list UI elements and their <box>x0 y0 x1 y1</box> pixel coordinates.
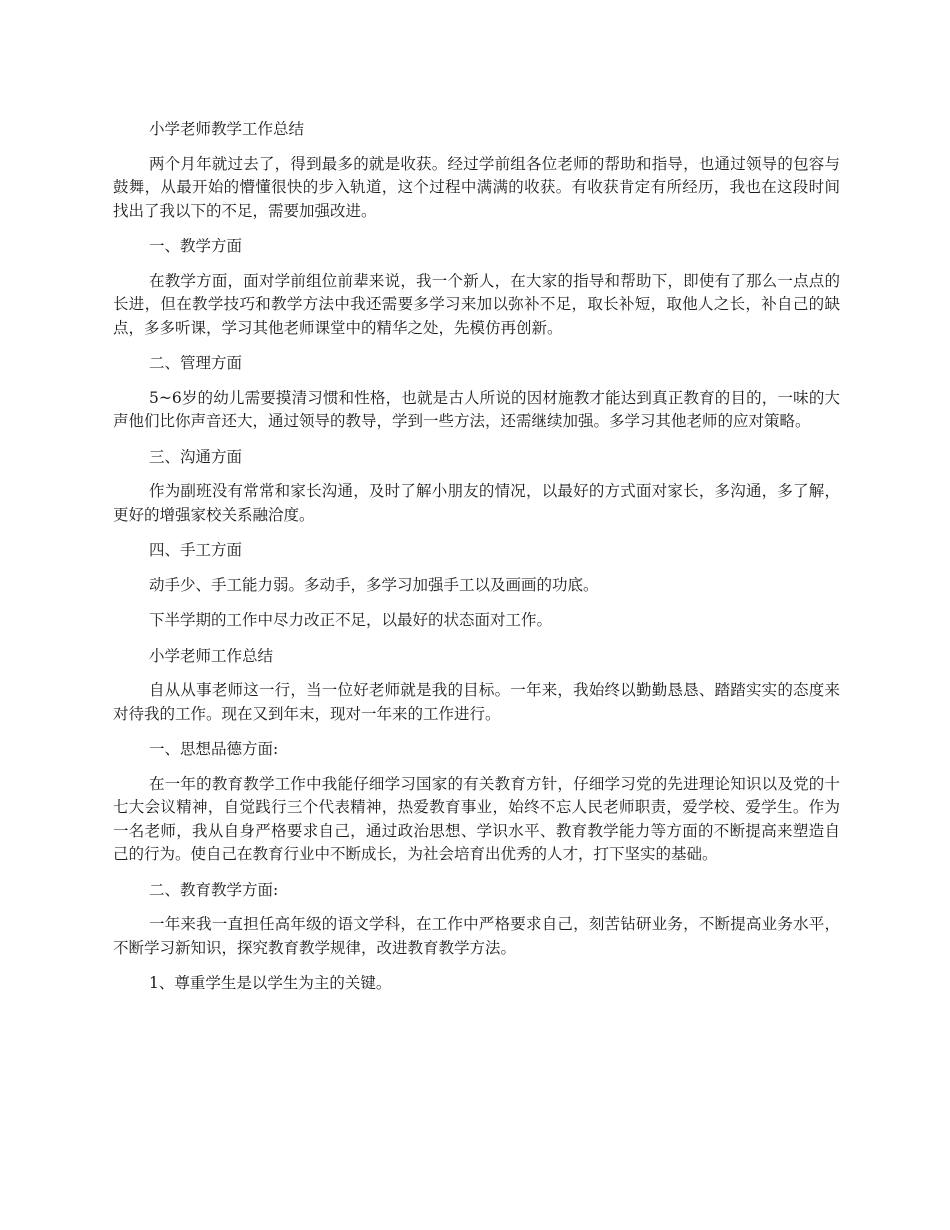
section-heading-handcraft: 四、手工方面 <box>149 541 243 559</box>
section-heading-teaching: 一、教学方面 <box>149 237 243 255</box>
ideology-paragraph: 在一年的教育教学工作中我能仔细学习国家的有关教育方针，仔细学习党的先进理论知识以及党的十七大会议精神，自觉践行三个代表精神，热爱教育事业，始终不忘人民老师职责，爱学校、爱学生。作为一名老师，我从自身严格要求自己，通过政治思想、学识水平、教育教学能力等方面的不断提高来塑造自己的行为。使自己在教育行业中不断成长，为社会培育出优秀的人才，打下坚实的基础。 <box>113 774 840 863</box>
closing-paragraph: 下半学期的工作中尽力改正不足，以最好的状态面对工作。 <box>149 611 553 629</box>
management-paragraph: 5~6岁的幼儿需要摸清习惯和性格，也就是古人所说的因材施教才能达到真正教育的目的，一味的大声他们比你声音还大，通过领导的教导，学到一些方法，还需继续加强。多学习其他老师的应对策略。 <box>113 388 840 430</box>
second-title: 小学老师工作总结 <box>149 646 274 665</box>
education-paragraph: 一年来我一直担任高年级的语文学科，在工作中严格要求自己，刻苦钻研业务，不断提高业务水平，不断学习新知识，探究教育教学规律，改进教育教学方法。 <box>113 915 840 957</box>
second-intro-paragraph: 自从从事老师这一行，当一位好老师就是我的目标。一年来，我始终以勤勤恳恳、踏踏实实的态度来对待我的工作。现在又到年末，现对一年来的工作进行。 <box>113 681 840 723</box>
section-heading-education: 二、教育教学方面: <box>149 880 279 899</box>
section-heading-communication: 三、沟通方面 <box>149 447 243 466</box>
handcraft-paragraph: 动手少、手工能力弱。多动手，多学习加强手工以及画画的功底。 <box>149 575 599 594</box>
document-page <box>113 118 840 1008</box>
document-title: 小学老师教学工作总结 <box>149 120 305 138</box>
teaching-paragraph: 在教学方面，面对学前组位前辈来说，我一个新人，在大家的指导和帮助下，即使有了那么一点点的长进，但在教学技巧和教学方法中我还需要多学习来加以弥补不足，取长补短，取他人之长，补自己的缺点，多多听课，学习其他老师课堂中的精华之处，先模仿再创新。 <box>113 271 840 337</box>
intro-paragraph: 两个月年就过去了，得到最多的就是收获。经过学前组各位老师的帮助和指导，也通过领导的包容与鼓舞，从最开始的懵懂很快的步入轨道，这个过程中满满的收获。有收获肯定有所经历，我也在这段时间找出了我以下的不足，需要加强改进。 <box>113 154 840 220</box>
section-heading-management: 二、管理方面 <box>149 354 243 372</box>
communication-paragraph: 作为副班没有常常和家长沟通，及时了解小朋友的情况，以最好的方式面对家长，多沟通，多了解，更好的增强家校关系融洽度。 <box>113 482 840 524</box>
respect-students-paragraph: 1、尊重学生是以学生为主的关键。 <box>149 974 392 992</box>
section-heading-ideology: 一、思想品德方面: <box>149 740 279 758</box>
